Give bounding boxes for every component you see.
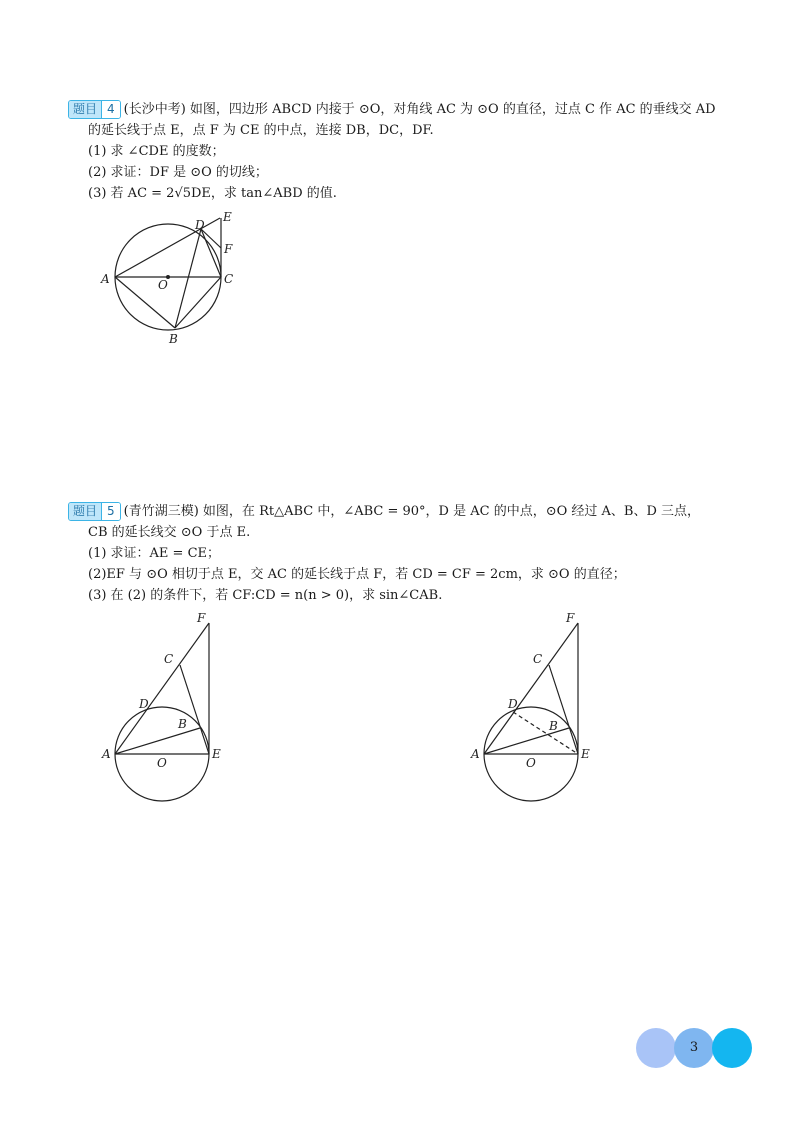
label-a: A [101, 272, 110, 286]
label-o: O [158, 278, 168, 292]
problem-4-line-1 [68, 99, 738, 120]
label-o: O [526, 756, 536, 770]
label-e: E [581, 747, 590, 761]
label-c: C [533, 652, 543, 666]
segment-af [484, 623, 578, 754]
label-e: E [223, 210, 232, 224]
label-f: F [224, 242, 233, 256]
label-d: D [508, 697, 518, 711]
problem-4-question-2: (2) 求证：DF 是 ⊙O 的切线； [88, 165, 268, 180]
problem-5-statement-2: CB 的延长线交 ⊙O 于点 E. [88, 525, 251, 540]
label-c: C [224, 272, 234, 286]
page-dot-left [636, 1028, 676, 1068]
problem-4-question-3: (3) 若 AC = 2√5DE，求 tan∠ABD 的值. [88, 186, 337, 201]
page-dot-middle [674, 1028, 714, 1068]
problem-4-tag-number: 4 [101, 101, 120, 118]
problem-5-line-1 [68, 501, 738, 522]
label-b: B [549, 719, 558, 733]
label-b: B [169, 332, 178, 346]
page-number: 3 [689, 1040, 699, 1055]
page-number-badge [636, 1028, 756, 1068]
problem-4-figure [95, 205, 245, 350]
problem-4-question-1: (1) 求 ∠CDE 的度数； [88, 144, 225, 159]
segment-de-dashed [513, 712, 578, 754]
label-e: E [212, 747, 221, 761]
label-d: D [139, 697, 149, 711]
problem-5-tag-number: 5 [101, 503, 120, 520]
label-d: D [195, 218, 205, 232]
label-a: A [471, 747, 480, 761]
problem-4-tag [68, 100, 121, 119]
problem-5 [68, 501, 738, 606]
segment-ce [549, 665, 578, 754]
label-f: F [197, 611, 206, 625]
label-o: O [157, 756, 167, 770]
problem-5-tag-label: 题目 [69, 503, 101, 520]
label-c: C [164, 652, 174, 666]
problem-5-figure-left [96, 608, 236, 808]
problem-4-tag-label: 题目 [69, 101, 101, 118]
problem-4 [68, 99, 738, 204]
page-dot-right [712, 1028, 752, 1068]
label-a: A [102, 747, 111, 761]
problem-4-statement-1: (长沙中考) 如图，四边形 ABCD 内接于 ⊙O，对角线 AC 为 ⊙O 的直径，过点 C 作 AC 的垂线交 AD [123, 102, 716, 117]
problem-5-question-1: (1) 求证：AE = CE； [88, 546, 221, 561]
segment-af [115, 623, 209, 754]
problem-4-statement-2: 的延长线于点 E，点 F 为 CE 的中点，连接 DB，DC，DF. [88, 123, 434, 138]
problem-5-question-2: (2)EF 与 ⊙O 相切于点 E，交 AC 的延长线于点 F，若 CD = CF = 2cm，求 ⊙O 的直径； [88, 567, 626, 582]
segment-ab [115, 728, 200, 754]
label-f: F [566, 611, 575, 625]
segment-dc [201, 229, 221, 277]
label-b: B [178, 717, 187, 731]
segment-ce [180, 665, 209, 754]
problem-5-tag [68, 502, 121, 521]
problem-5-figure-right [466, 608, 606, 808]
problem-5-statement-1: (青竹湖三模) 如图，在 Rt△ABC 中，∠ABC = 90°，D 是 AC 的中点，⊙O 经过 A、B、D 三点， [123, 504, 701, 519]
problem-5-question-3: (3) 在 (2) 的条件下，若 CF:CD = n(n > 0)，求 sin∠CAB. [88, 588, 443, 603]
